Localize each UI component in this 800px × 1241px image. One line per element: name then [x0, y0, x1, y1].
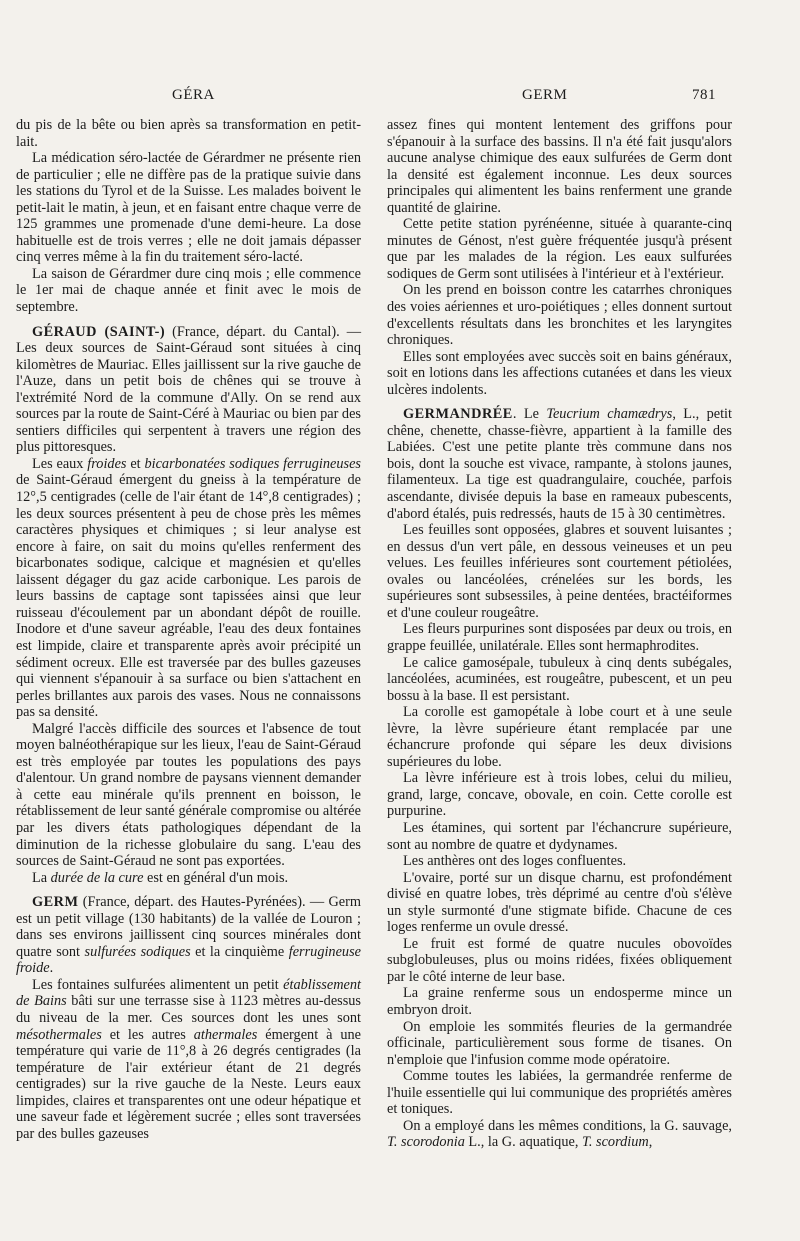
- paragraph: L'ovaire, porté sur un disque charnu, est profondément divisé en quatre lobes, très déprimé au centre d'où s'élève un style surmonté d'une stigmate bifide. Chacune de ces loges renferme un ovule dressé.: [387, 869, 732, 936]
- paragraph: assez fines qui montent lentement des griffons pour s'épanouir à la surface des bassins. Il n'a été fait jusqu'alors aucune analyse chimique des eaux sulfurées de Germ dont la densité est également inconnue. Les deux sources principales qui alimentent les bains renferment une grande quantité de glairine.: [387, 117, 732, 216]
- paragraph: Les fontaines sulfurées alimentent un petit établissement de Bains bâti sur une terrasse sise à 1123 mètres au-dessus du niveau de la mer. Ces sources dont les unes sont mésothermales et les autres athermales émergent à une température qui varie de 11°,8 à 26 degrés centigrades (la température de l'air extérieur étant de 21 degrés centigrades) sur la rive gauche de la Neste. Leurs eaux limpides, claires et transparentes ont une odeur hépatique et une saveur fade et légèrement sucrée ; elles sont traversées par des bulles gazeuses: [16, 976, 361, 1142]
- paragraph: Elles sont employées avec succès soit en bains généraux, soit en lotions dans les affections cutanées et dans les vieux ulcères indolents.: [387, 348, 732, 398]
- paragraph: La corolle est gamopétale à lobe court et à une seule lèvre, la lèvre supérieure étant remplacée par une échancrure profonde qui sépare les deux divisions supérieures du lobe.: [387, 704, 732, 770]
- paragraph: Les étamines, qui sortent par l'échancrure supérieure, sont au nombre de quatre et dydynames.: [387, 819, 732, 853]
- headword: GÉRAUD (SAINT-): [32, 323, 166, 340]
- left-column: [16, 117, 361, 1142]
- paragraph: Les fleurs purpurines sont disposées par deux ou trois, en grappe feuillée, unilatérale. Elles sont hermaphrodites.: [387, 621, 732, 654]
- paragraph: La médication séro-lactée de Gérardmer ne présente rien de particulier ; elle ne diffère pas de la pratique suivie dans les stations du Tyrol et de la Suisse. Les malades boivent le petit-lait le matin, à jeun, et en faisant entre chaque verre de 125 grammes une promenade d'une demi-heure. La dose habituelle est de trois verres ; elle ne doit jamais dépasser cinq verres même à la fin du traitement séro-lacté.: [16, 150, 361, 266]
- paragraph: Comme toutes les labiées, la germandrée renferme de l'huile essentielle qui lui communique des propriétés amères et toniques.: [387, 1068, 732, 1118]
- right-column: [387, 117, 732, 1151]
- paragraph: On a employé dans les mêmes conditions, la G. sauvage, T. scorodonia L., la G. aquatique, T. scordium,: [387, 1117, 732, 1151]
- entry-geraud: GÉRAUD (SAINT-) (France, départ. du Cantal). — Les deux sources de Saint-Géraud sont situées à cinq kilomètres de Mauriac. Elles jaillissent sur la rive gauche de l'Auze, dans un petit bois de chênes qui se trouve à l'extrémité Nord de la commune d'Ally. On se rend aux sources par la route de Saint-Céré à Mauriac ou bien par des sentiers difficiles qui serpentent à travers une région des plus pittoresques.: [16, 323, 361, 456]
- paragraph: Le calice gamosépale, tubuleux à cinq dents subégales, lancéolées, acuminées, est rougeâtre, pubescent, et un peu bossu à la base. Il est persistant.: [387, 654, 732, 704]
- running-header-right: GERM: [522, 87, 568, 103]
- paragraph: Les anthères ont des loges confluentes.: [403, 853, 627, 870]
- paragraph: On les prend en boisson contre les catarrhes chroniques des voies aériennes et uro-poiétiques ; elles donnent surtout d'excellents résultats dans les bronchites et les laryngites chroniques.: [387, 282, 732, 349]
- paragraph: La graine renferme sous un endosperme mince un embryon droit.: [387, 985, 732, 1018]
- paragraph: La saison de Gérardmer dure cinq mois ; elle commence le 1er mai de chaque année et finit avec le mois de septembre.: [16, 265, 361, 316]
- headword: GERM: [32, 894, 79, 911]
- headword: GERMANDRÉE: [403, 406, 513, 423]
- entry-germandree: GERMANDRÉE. Le Teucrium chamædrys, L., petit chêne, chenette, chasse-fièvre, appartient à la famille des Labiées. C'est une petite plante très commune dans nos bois, dont la souche est vivace, rampante, à stolons jaunes, filamenteux. La tige est quadrangulaire, couchée, parfois ascendante, divisée depuis la base en rameaux pubescents, d'abord étalés, puis redressés, hauts de 15 à 30 centimètres.: [387, 406, 732, 522]
- paragraph: Les feuilles sont opposées, glabres et souvent luisantes ; en dessus d'un vert pâle, en dessous veineuses et un peu velues. Les feuilles inférieures sont courtement pétiolées, ovales ou lancéolées, crénelées sur les bords, les supérieures sont subsessiles, à peine dentées, bractéiformes et d'une couleur rougeâtre.: [387, 522, 732, 621]
- paragraph: Le fruit est formé de quatre nucules obovoïdes subglobuleuses, plus ou moins ridées, fixées obliquement par le côté interne de leur base.: [387, 935, 732, 985]
- paragraph: La lèvre inférieure est à trois lobes, celui du milieu, grand, large, concave, obovale, en coin. Cette corolle est purpurine.: [387, 770, 732, 820]
- paragraph: Cette petite station pyrénéenne, située à quarante-cinq minutes de Génost, n'est guère fréquentée jusqu'à présent que par les malades de la région. Les eaux sulfurées sodiques de Germ sont utilisées à l'intérieur et à l'extérieur.: [387, 216, 732, 282]
- running-header-left: GÉRA: [172, 87, 215, 103]
- page-number: 781: [692, 87, 716, 103]
- paragraph: Les eaux froides et bicarbonatées sodiques ferrugineuses de Saint-Géraud émergent du gneiss à la température de 12°,5 centigrades (celle de l'air étant de 14°,8 centigrades) ; les deux sources présentent à peu de chose près les mêmes caractères physiques et chimiques ; si leur analyse est encore à faire, on sait du moins qu'elles renferment des bicarbonates sodique, calcique et magnésien et qu'elles laissent dégager du gaz acide carbonique. Les parois de leurs bassins de captage sont tapissées ainsi que leur ruisseau d'écoulement par un abondant dépôt de rouille. Inodore et d'une saveur agréable, l'eau des deux fontaines est limpide, claire et transparente après avoir précipité un sédiment ocreux. Elle est traversée par des bulles gazeuses qui viennent s'épanouir à sa surface ou bien s'attachent en perles brillantes aux parois des vases. Nous ne connaissons pas sa densité.: [16, 455, 361, 721]
- paragraph: On emploie les sommités fleuries de la germandrée officinale, particulièrement sous forme de tisanes. On n'emploie que l'infusion comme mode opératoire.: [387, 1018, 732, 1068]
- entry-germ: GERM (France, départ. des Hautes-Pyrénées). — Germ est un petit village (130 habitants) de la vallée de Louron ; dans ses environs jaillissent cinq sources minérales dont quatre sont sulfurées sodiques et la cinquième ferrugineuse froide.: [16, 894, 361, 977]
- paragraph: La durée de la cure est en général d'un mois.: [32, 869, 289, 886]
- paragraph: Malgré l'accès difficile des sources et l'absence de tout moyen balnéothérapique sur les lieux, l'eau de Saint-Géraud est très employée par toutes les populations des pays d'alentour. Un grand nombre de paysans viennent demander à cette eau minérale qu'ils prennent en boisson, le rétablissement de leur santé générale compromise ou altérée par les divers états pathologiques dépendant de la diminution de la richesse globulaire du sang. L'eau des sources de Saint-Géraud ne sont pas exportées.: [16, 720, 361, 870]
- paragraph: du pis de la bête ou bien après sa transformation en petit-lait.: [16, 117, 361, 150]
